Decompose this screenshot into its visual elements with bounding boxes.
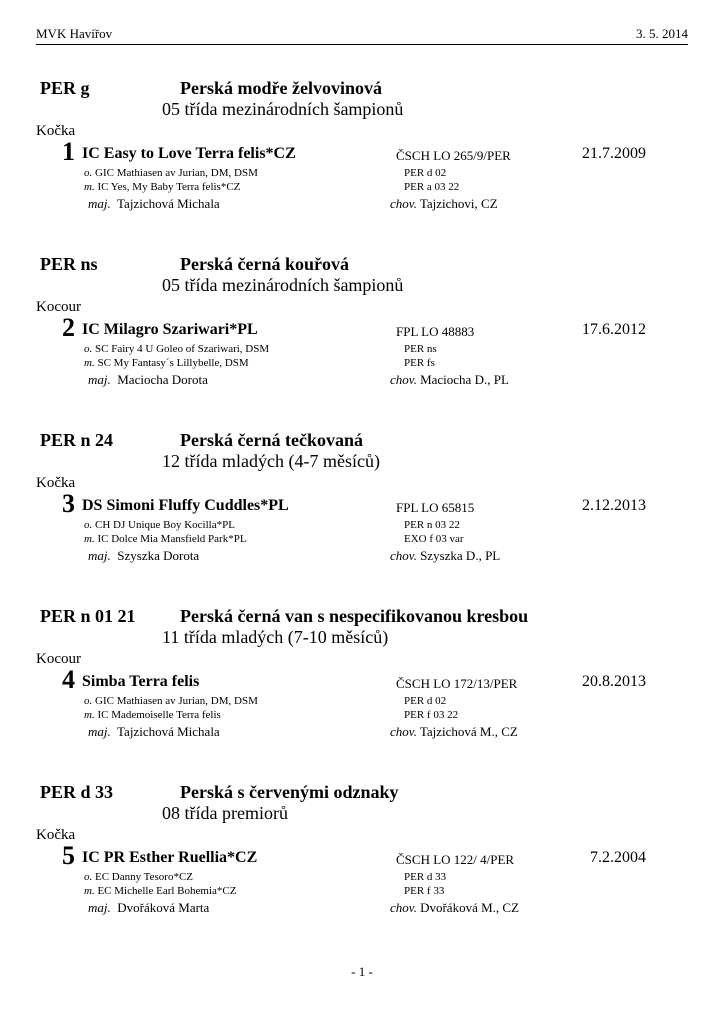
breed-code: PER n 24 (40, 430, 114, 450)
owner (88, 196, 220, 212)
sex-label: Kocour (36, 651, 81, 667)
mother-ems: PER f 33 (404, 885, 445, 897)
owner (88, 372, 208, 388)
father-label: o. (84, 519, 93, 531)
breeder-label: chov. (390, 900, 417, 915)
owner-name: Maciocha Dorota (117, 372, 208, 387)
father (84, 519, 235, 531)
father (84, 167, 258, 179)
show-date: 3. 5. 2014 (636, 26, 688, 41)
mother (84, 357, 249, 369)
breed-name: Perská černá van s nespecifikovanou kresbou (180, 606, 529, 626)
father-name: GIC Mathiasen av Jurian, DM, DSM (95, 167, 258, 179)
father-name: SC Fairy 4 U Goleo of Szariwari, DSM (95, 343, 270, 355)
cat-name: IC Milagro Szariwari*PL (82, 321, 258, 338)
catalog-entry (0, 430, 724, 590)
owner-name: Tajzichová Michala (117, 196, 220, 211)
sex-label: Kočka (36, 475, 76, 491)
father-ems: PER ns (404, 343, 437, 355)
registration-number: ČSCH LO 172/13/PER (396, 676, 518, 691)
breed-code: PER ns (40, 254, 98, 274)
breeder (390, 372, 509, 388)
breeder (390, 196, 498, 212)
catalog-number: 1 (62, 137, 75, 166)
owner-label: maj. (88, 724, 111, 739)
owner-name: Tajzichová Michala (117, 724, 220, 739)
class-name: 05 třída mezinárodních šampionů (162, 275, 404, 295)
breed-code: PER d 33 (40, 782, 114, 802)
registration-number: ČSCH LO 122/ 4/PER (396, 852, 515, 867)
breed-code: PER n 01 21 (40, 606, 136, 626)
catalog-number: 2 (62, 313, 75, 342)
breed-name: Perská s červenými odznaky (180, 782, 399, 802)
mother-name: EC Michelle Earl Bohemia*CZ (97, 885, 237, 897)
birth-date: 21.7.2009 (582, 145, 646, 162)
father-ems: PER d 33 (404, 871, 447, 883)
mother-ems: PER f 03 22 (404, 709, 459, 721)
father-label: o. (84, 167, 93, 179)
owner (88, 724, 220, 740)
breeder (390, 724, 518, 740)
breeder-name: Dvořáková M., CZ (420, 900, 520, 915)
birth-date: 20.8.2013 (582, 673, 646, 690)
father-label: o. (84, 695, 93, 707)
owner-name: Szyszka Dorota (117, 548, 200, 563)
class-name: 11 třída mladých (7-10 měsíců) (162, 627, 389, 647)
father-name: CH DJ Unique Boy Kocilla*PL (95, 519, 235, 531)
mother-name: IC Yes, My Baby Terra felis*CZ (97, 181, 241, 193)
breeder-label: chov. (390, 372, 417, 387)
sex-label: Kocour (36, 299, 81, 315)
mother-label: m. (84, 709, 95, 721)
mother-name: SC My Fantasy´s Lillybelle, DSM (97, 357, 249, 369)
owner-name: Dvořáková Marta (117, 900, 210, 915)
birth-date: 2.12.2013 (582, 497, 646, 514)
breeder (390, 900, 519, 916)
breeder-name: Maciocha D., PL (420, 372, 509, 387)
father-ems: PER d 02 (404, 695, 447, 707)
father-ems: PER d 02 (404, 167, 447, 179)
breed-name: Perská černá kouřová (180, 254, 349, 274)
mother-name: IC Dolce Mia Mansfield Park*PL (97, 533, 247, 545)
mother-label: m. (84, 885, 95, 897)
class-name: 05 třída mezinárodních šampionů (162, 99, 404, 119)
catalog-entry (0, 606, 724, 766)
breed-name: Perská modře želvovinová (180, 78, 382, 98)
breeder-name: Tajzichová M., CZ (419, 724, 518, 739)
breeder-label: chov. (390, 196, 417, 211)
registration-number: FPL LO 48883 (396, 324, 475, 339)
birth-date: 7.2.2004 (590, 849, 646, 866)
father-ems: PER n 03 22 (404, 519, 460, 531)
breeder-label: chov. (390, 724, 417, 739)
mother-ems: PER fs (404, 357, 435, 369)
catalog-entry (0, 254, 724, 414)
sex-label: Kočka (36, 827, 76, 843)
cat-name: IC PR Esther Ruellia*CZ (82, 849, 258, 866)
father (84, 343, 269, 355)
registration-number: ČSCH LO 265/9/PER (396, 148, 511, 163)
breeder-label: chov. (390, 548, 417, 563)
show-name: MVK Havířov (36, 26, 113, 41)
class-name: 12 třída mladých (4-7 měsíců) (162, 451, 380, 471)
owner (88, 548, 199, 564)
mother-label: m. (84, 181, 95, 193)
page-number: - 1 - (351, 964, 373, 979)
breeder-name: Szyszka D., PL (420, 548, 501, 563)
cat-name: IC Easy to Love Terra felis*CZ (82, 145, 296, 162)
owner-label: maj. (88, 900, 111, 915)
mother (84, 181, 240, 193)
mother-ems: EXO f 03 var (404, 533, 464, 545)
father (84, 871, 193, 883)
mother (84, 709, 221, 721)
cat-name: DS Simoni Fluffy Cuddles*PL (82, 497, 289, 514)
page-header (36, 26, 688, 45)
catalog-entry (0, 782, 724, 942)
catalog-entry (0, 78, 724, 238)
owner (88, 900, 209, 916)
mother-ems: PER a 03 22 (404, 181, 460, 193)
catalog-number: 5 (62, 841, 75, 870)
cat-name: Simba Terra felis (82, 673, 200, 690)
owner-label: maj. (88, 196, 111, 211)
father (84, 695, 258, 707)
breed-name: Perská černá tečkovaná (180, 430, 363, 450)
registration-number: FPL LO 65815 (396, 500, 475, 515)
class-name: 08 třída premiorů (162, 803, 288, 823)
owner-label: maj. (88, 372, 111, 387)
mother-label: m. (84, 533, 95, 545)
birth-date: 17.6.2012 (582, 321, 646, 338)
father-name: EC Danny Tesoro*CZ (95, 871, 194, 883)
breeder (390, 548, 500, 564)
mother-name: IC Mademoiselle Terra felis (97, 709, 221, 721)
father-label: o. (84, 871, 93, 883)
catalog-number: 4 (62, 665, 75, 694)
breeder-name: Tajzichovi, CZ (419, 196, 498, 211)
father-name: GIC Mathiasen av Jurian, DM, DSM (95, 695, 258, 707)
catalog-number: 3 (62, 489, 75, 518)
mother (84, 885, 236, 897)
mother-label: m. (84, 357, 95, 369)
breed-code: PER g (40, 78, 90, 98)
mother (84, 533, 247, 545)
owner-label: maj. (88, 548, 111, 563)
sex-label: Kočka (36, 123, 76, 139)
father-label: o. (84, 343, 93, 355)
